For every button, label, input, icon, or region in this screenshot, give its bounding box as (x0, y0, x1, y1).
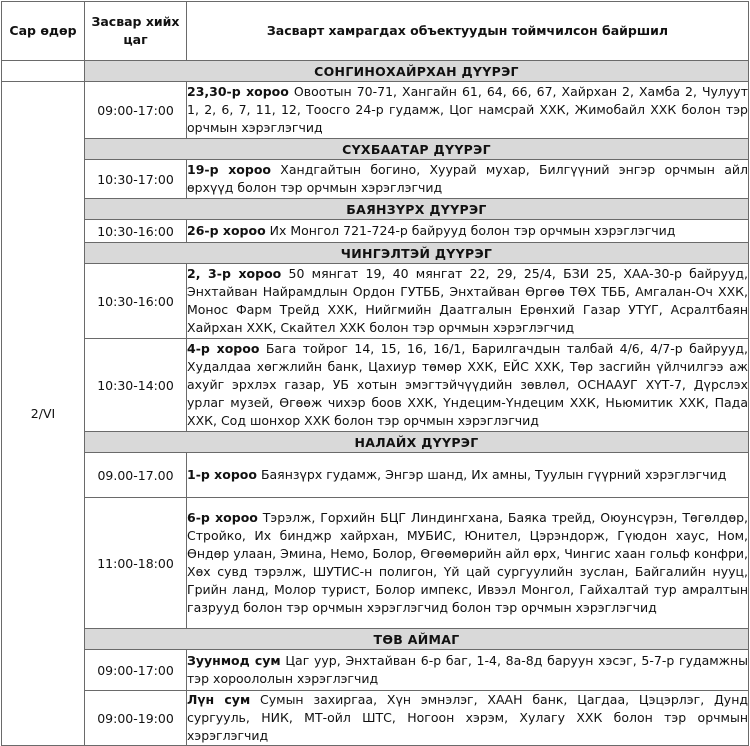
district-row (2, 139, 749, 160)
district-name: БАЯНЗҮРХ ДҮҮРЭГ (85, 199, 749, 220)
location-text: Их Монгол 721-724-р байрууд болон тэр орчмын хэрэглэгчид (265, 223, 676, 238)
area-name: 19-р хороо (187, 162, 271, 177)
district-row (2, 61, 749, 82)
header-date: Сар өдөр (2, 2, 85, 61)
table-row (2, 498, 749, 629)
district-name: СҮХБААТАР ДҮҮРЭГ (85, 139, 749, 160)
header-row (2, 2, 749, 61)
table-row (2, 339, 749, 432)
time-cell: 09:00-17:00 (85, 650, 187, 691)
area-name: 1-р хороо (187, 467, 257, 482)
location-cell (187, 339, 749, 432)
table-row (2, 691, 749, 746)
location-text: Тэрэлж, Горхийн БЦГ Линдингхана, Баяка трейд, Оюунсүрэн, Төгөлдөр, Стройко, Их бинджр хайрхан, МУБИС, Юнител, Цэрэндорж, Гүюдон хаус, Ном, Өндөр улаан, Эмина, Немо, Болор, Өгөөмөрийн айл өрх, Чингис хаан гольф конфри, Хөх сувд тэрэлж, ШУТИС-н полигон, Үй цай сургуулийн зуслан, Байгалийн нууц, Грийн ланд, Молор турист, Болор импекс, Ивээл Монгол, Гайхалтай тур амралтын газрууд болон тэр орчмын хэрэглэгчид болон тэр орчмын хэрэглэгчид (187, 510, 748, 615)
location-cell (187, 220, 749, 243)
district-row (2, 243, 749, 264)
time-cell: 10:30-17:00 (85, 160, 187, 199)
location-cell (187, 691, 749, 746)
location-cell (187, 650, 749, 691)
district-row (2, 199, 749, 220)
district-row (2, 432, 749, 453)
table-row (2, 220, 749, 243)
location-cell (187, 160, 749, 199)
time-cell: 09:00-17:00 (85, 82, 187, 139)
area-name: 6-р хороо (187, 510, 258, 525)
area-name: 23,30-р хороо (187, 84, 289, 99)
location-text: Баянзүрх гудамж, Энгэр шанд, Их амны, Туулын гүүрний хэрэглэгчид (256, 467, 727, 482)
table-row (2, 82, 749, 139)
time-cell: 09:00-19:00 (85, 691, 187, 746)
district-name: НАЛАЙХ ДҮҮРЭГ (85, 432, 749, 453)
district-name: СОНГИНОХАЙРХАН ДҮҮРЭГ (85, 61, 749, 82)
district-name: ЧИНГЭЛТЭЙ ДҮҮРЭГ (85, 243, 749, 264)
location-cell (187, 264, 749, 339)
outage-schedule-table (1, 1, 749, 746)
header-location: Засварт хамрагдах объектуудын тоймчилсон байршил (187, 2, 749, 61)
table-row (2, 160, 749, 199)
location-text: Хандгайтын богино, Хуурай мухар, Билгүүний энгэр орчмын айл өрхүүд болон тэр орчмын хэрэглэгчид (187, 162, 748, 195)
time-cell: 09.00-17.00 (85, 453, 187, 498)
table-row (2, 264, 749, 339)
location-cell (187, 82, 749, 139)
district-name: ТӨВ АЙМАГ (85, 629, 749, 650)
location-cell (187, 453, 749, 498)
header-time: Засвар хийх цаг (85, 2, 187, 61)
location-text: Цаг уур, Энхтайван 6-р баг, 1-4, 8а-8д баруун хэсэг, 5-7-р гудамжны тэр хороололын хэрэглэгчид (187, 653, 749, 686)
location-text: Сумын захиргаа, Хүн эмнэлэг, ХААН банк, Цагдаа, Цэцэрлэг, Дунд сургууль, НИК, МТ-ойл ШТС, Ногоон хэрэм, Хулагу ХХК болон тэр орчмын хэрэглэгчид (187, 692, 749, 743)
time-cell: 11:00-18:00 (85, 498, 187, 629)
area-name: Лүн сум (187, 692, 251, 707)
table-row (2, 453, 749, 498)
date-spacer (2, 61, 85, 82)
location-text: Бага тойрог 14, 15, 16, 16/1, Барилгачдын талбай 4/6, 4/7-р байрууд, Худалдаа хөгжлийн банк, Цахиур төмөр ХХК, ЕЙС ХХК, Төр засгийн үйлчилгээ аж ахуйг эрхлэх газар, УБ хотын эмэгтэйчүүдийн зөвлөл, ОСНААУГ ХҮТ-7, Дүрслэх урлаг музей, Өгөөж чихэр боов ХХК, Үндецим-Үндецим ХХК, Ньюмитик ХХК, Пада ХХК, Сод шонхор ХХК болон тэр орчмын хэрэглэгчид (187, 341, 748, 428)
area-name: 2, 3-р хороо (187, 266, 282, 281)
district-row (2, 629, 749, 650)
area-name: 4-р хороо (187, 341, 260, 356)
time-cell: 10:30-14:00 (85, 339, 187, 432)
time-cell: 10:30-16:00 (85, 264, 187, 339)
location-cell (187, 498, 749, 629)
time-cell: 10:30-16:00 (85, 220, 187, 243)
location-text: 50 мянгат 19, 40 мянгат 22, 29, 25/4, БЗИ 25, ХАА-30-р байрууд, Энхтайван Найрамдлын Ордон ГУТББ, Энхтайван Өргөө ТӨХ ТББ, Амгалан-Оч ХХК, Монос Фарм Трейд ХХК, Нийгмийн Даатгалын Ерөнхий Газар УТҮГ, Асралтбаян Хайрхан ХХК, Скайтел ХХК болон тэр орчмын хэрэглэгчид (187, 266, 748, 335)
date-cell: 2/VI (2, 82, 85, 746)
area-name: Зуунмод сум (187, 653, 281, 668)
location-text: Овоотын 70-71, Хангайн 61, 64, 66, 67, Хайрхан 2, Хамба 2, Чулуут 1, 2, 6, 7, 11, 12, Тоосго 24-р гудамж, Цог намсрай ХХК, Жимобайл ХХК болон тэр орчмын хэрэглэгчид (187, 84, 748, 135)
area-name: 26-р хороо (187, 223, 266, 238)
table-row (2, 650, 749, 691)
